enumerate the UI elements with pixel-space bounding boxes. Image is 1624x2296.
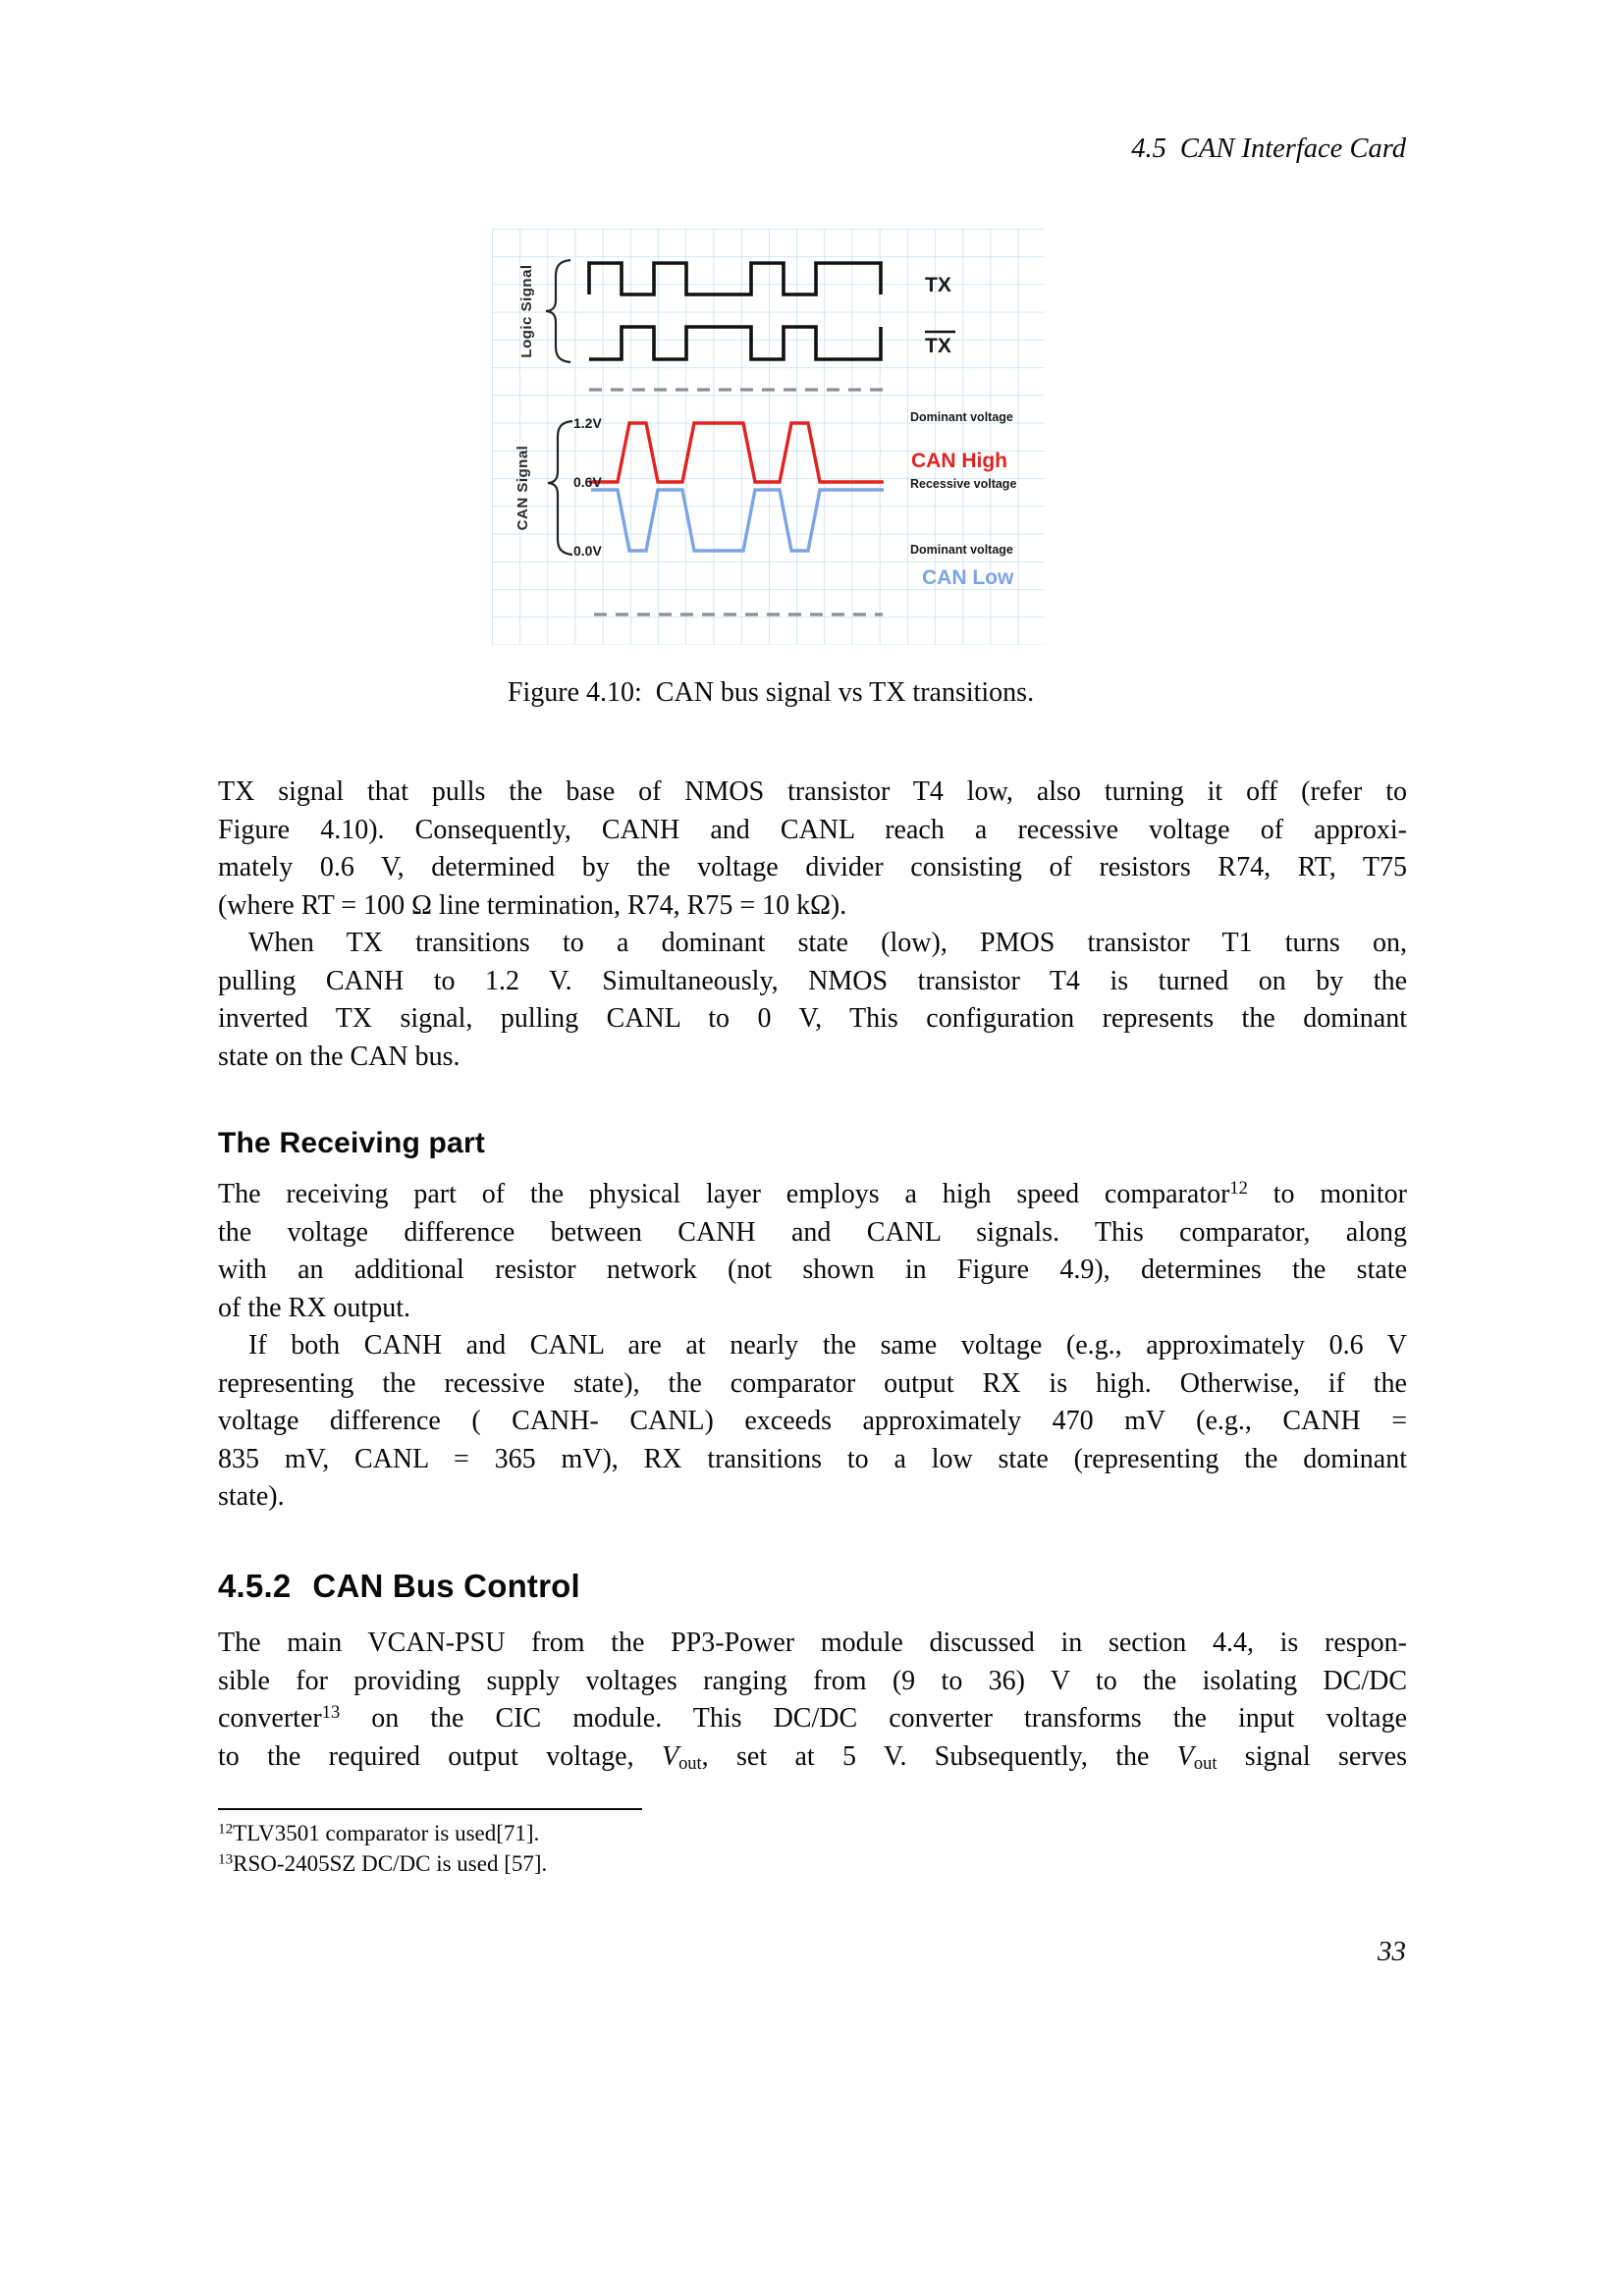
text-line: representing the recessive state), the comparator output RX is high. Otherwise, if the: [218, 1367, 1407, 1399]
text-line: 835 mV, CANL = 365 mV), RX transitions to a low state (representing the dominant: [218, 1443, 1407, 1474]
header-section-title: CAN Interface Card: [1179, 133, 1406, 164]
running-header: [218, 133, 1406, 165]
text-line: of the RX output.: [218, 1292, 410, 1323]
footnote-rule: [218, 1808, 642, 1810]
page-number: 33: [1378, 1936, 1406, 1967]
paragraph-tx-signal: [218, 774, 1407, 925]
v06-label: 0.6V: [573, 474, 602, 490]
figure-caption: Figure 4.10: CAN bus signal vs TX transitions.: [507, 677, 1035, 708]
paragraph-vcan-psu: [218, 1625, 1407, 1776]
section-title: CAN Bus Control: [312, 1568, 580, 1604]
logic-signal-label: Logic Signal: [518, 264, 535, 358]
can-low-label: CAN Low: [922, 566, 1014, 589]
text-line: (where RT = 100 Ω line termination, R74, R75 = 10 kΩ).: [218, 889, 847, 921]
tx-bar-label: TX: [925, 335, 951, 357]
text-line: Figure 4.10). Consequently, CANH and CANL reach a recessive voltage of approxi-: [218, 814, 1407, 845]
text-line: If both CANH and CANL are at nearly the same voltage (e.g., approximately 0.6 V: [248, 1330, 1407, 1361]
text-line: voltage difference ( CANH- CANL) exceeds approximately 470 mV (e.g., CANH =: [218, 1406, 1407, 1437]
text-line: pulling CANH to 1.2 V. Simultaneously, NMOS transistor T4 is turned on by the: [218, 965, 1407, 996]
footnotes: [218, 1818, 1407, 1879]
text-line: The main VCAN-PSU from the PP3-Power module discussed in section 4.4, is respon-: [218, 1628, 1407, 1658]
header-section-number: 4.5: [1131, 133, 1166, 164]
text-line: state).: [218, 1481, 285, 1513]
dominant-voltage-bottom-label: Dominant voltage: [910, 543, 1013, 557]
text-line: The receiving part of the physical layer employs a high speed comparator$^{12}$ to monitor: [218, 1177, 1407, 1209]
text-line: $^{13}$RSO-2405SZ DC/DC is used [57].: [218, 1850, 548, 1876]
section-heading-can-bus-control: [218, 1568, 1407, 1606]
text-line: to the required output voltage, $V_{out}$, set at 5 V. Subsequently, the $V_{out}$ signal serves: [218, 1740, 1408, 1773]
tx-label: TX: [925, 274, 951, 296]
v00-label: 0.0V: [573, 543, 602, 559]
paragraph-receiving: [218, 1176, 1407, 1327]
text-line: $^{12}$TLV3501 comparator is used[71].: [218, 1820, 540, 1845]
paragraph-when-tx: [218, 925, 1407, 1076]
recessive-voltage-label: Recessive voltage: [910, 477, 1017, 491]
text-line: inverted TX signal, pulling CANL to 0 V, This configuration represents the dominant: [218, 1003, 1407, 1035]
text-line: converter$^{13}$ on the CIC module. This DC/DC converter transforms the input voltage: [218, 1701, 1407, 1735]
text-line: with an additional resistor network (not shown in Figure 4.9), determines the state: [218, 1255, 1407, 1286]
can-signal-label: CAN Signal: [514, 445, 531, 531]
text-line: the voltage difference between CANH and CANL signals. This comparator, along: [218, 1216, 1407, 1248]
text-line: sible for providing supply voltages ranging from (9 to 36) V to the isolating DC/DC: [218, 1665, 1407, 1696]
dominant-voltage-top-label: Dominant voltage: [910, 410, 1013, 424]
v12-label: 1.2V: [573, 415, 602, 431]
paragraph-comparator: [218, 1327, 1407, 1517]
can-waveform-diagram: [492, 229, 1045, 645]
text-line: TX signal that pulls the base of NMOS transistor T4 low, also turning it off (refer to: [218, 776, 1407, 807]
text-line: state on the CAN bus.: [218, 1041, 460, 1072]
text-line: mately 0.6 V, determined by the voltage divider consisting of resistors R74, RT, T75: [218, 852, 1407, 883]
subsection-heading-receiving-part: The Receiving part: [218, 1127, 486, 1159]
figure-4-10: [492, 229, 1045, 645]
text-line: When TX transitions to a dominant state (low), PMOS transistor T1 turns on,: [248, 928, 1407, 958]
section-number: 4.5.2: [218, 1568, 292, 1604]
can-high-label: CAN High: [911, 450, 1007, 472]
